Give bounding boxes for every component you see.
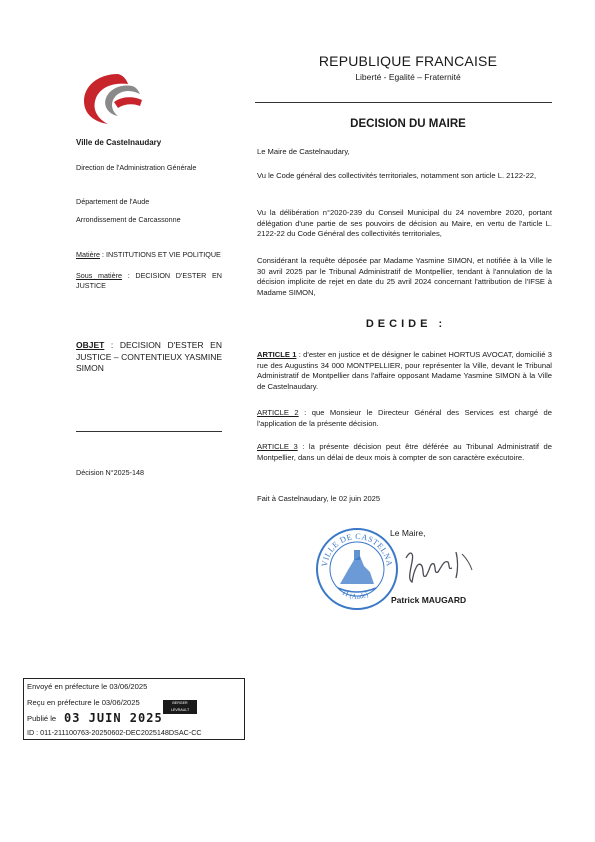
republic-motto: Liberté - Egalité – Fraternité — [355, 72, 461, 82]
city-name: Ville de Castelnaudary — [76, 138, 162, 147]
header-divider — [255, 102, 552, 103]
decision-number: Décision N°2025-148 — [76, 468, 145, 477]
decide-heading: DECIDE : — [365, 318, 447, 330]
article-1-label: ARTICLE 1 — [257, 350, 297, 359]
left-divider — [76, 431, 222, 432]
vu-cgct: Vu le Code général des collectivités territoriales, notamment son article L. 2122-22, — [257, 171, 537, 180]
city-seal — [314, 526, 400, 612]
article-2-text: : que Monsieur le Directeur Général des Services est chargé de l'application de la présente décision. — [257, 408, 553, 428]
mayor-signature — [400, 540, 480, 590]
matiere-value: : INSTITUTIONS ET VIE POLITIQUE — [99, 250, 221, 259]
le-maire-label: Le Maire, — [390, 528, 426, 538]
departement-label: Département de l'Aude — [76, 197, 150, 206]
stamp-recu: Reçu en préfecture le 03/06/2025 — [27, 698, 140, 707]
article-2 — [257, 408, 552, 429]
article-3-text: : la présente décision peut être déférée au Tribunal Administratif de Montpellier, dans un délai de deux mois à compter de son caractère exécutoire. — [257, 442, 552, 462]
city-logo — [70, 66, 160, 136]
stamp-publie-date: 03 JUIN 2025 — [64, 711, 163, 725]
objet-value: : DECISION D'ESTER EN JUSTICE – CONTENTIEUX YASMINE SIMON — [76, 340, 222, 373]
sous-matiere-label: Sous matière — [76, 271, 123, 280]
fait-a-text: Fait à Castelnaudary, le 02 juin 2025 — [257, 494, 381, 503]
article-2-label: ARTICLE 2 — [257, 408, 299, 417]
stamp-badge-text: BERGER LEVRAULT — [170, 701, 190, 712]
stamp-id: ID : 011-211100763-20250602-DEC2025148DSAC-CC — [27, 728, 202, 737]
republic-heading: REPUBLIQUE FRANCAISE — [318, 53, 498, 69]
castelnaudary-logo-icon — [70, 66, 160, 136]
objet-label: OBJET — [76, 340, 105, 350]
document-title: DECISION DU MAIRE — [350, 118, 466, 130]
stamp-badge — [163, 700, 197, 714]
mayor-name: Patrick MAUGARD — [391, 595, 467, 605]
article-3-label: ARTICLE 3 — [257, 442, 298, 451]
considerant-text: Considérant la requête déposée par Madame Yasmine SIMON, et notifiée à la Ville le 30 avril 2025 par le Tribunal Administratif de Montpellier, tendant à l'annulation de la décision implicite de rejet en date du 25 avril 2024 concernant l'attribution de l'IFSE à Madame SIMON, — [257, 256, 552, 297]
article-1 — [257, 350, 552, 392]
seal-bottom-text: 11 (Aude) — [340, 588, 370, 601]
sous-matiere-value: : DECISION D'ESTER EN JUSTICE — [76, 271, 222, 290]
signature-scribble-icon — [400, 540, 480, 590]
direction-label: Direction de l'Administration Générale — [76, 163, 197, 172]
seal-text: VILLE DE CASTELNA — [320, 531, 394, 568]
objet-block — [76, 340, 222, 375]
sous-matiere-block — [76, 271, 222, 291]
article-3 — [257, 442, 552, 463]
article-1-text: : d'ester en justice et de désigner le cabinet HORTUS AVOCAT, domicilié 3 rue des Augustins 34 000 MONTPELLIER, pour représenter la Ville, devant le Tribunal Administratif de Montpellier dans l'affaire opposant Madame Yasmine SIMON à la Ville de Castelnaudary. — [257, 350, 552, 391]
matiere-label: Matière — [76, 250, 100, 259]
matiere-block — [76, 250, 222, 260]
arrondissement-label: Arrondissement de Carcassonne — [76, 215, 181, 224]
city-seal-icon — [314, 526, 400, 612]
stamp-publie-label: Publié le — [27, 714, 57, 723]
stamp-envoye: Envoyé en préfecture le 03/06/2025 — [27, 682, 148, 691]
intro-text: Le Maire de Castelnaudary, — [257, 147, 350, 156]
vu-deliberation: Vu la délibération n°2020-239 du Conseil Municipal du 24 novembre 2020, portant délégation d'une partie de ses pouvoirs de décision au Maire, en vertu de l'article L. 2122-22 du Code Général des collectivités territoriales, — [257, 208, 552, 239]
